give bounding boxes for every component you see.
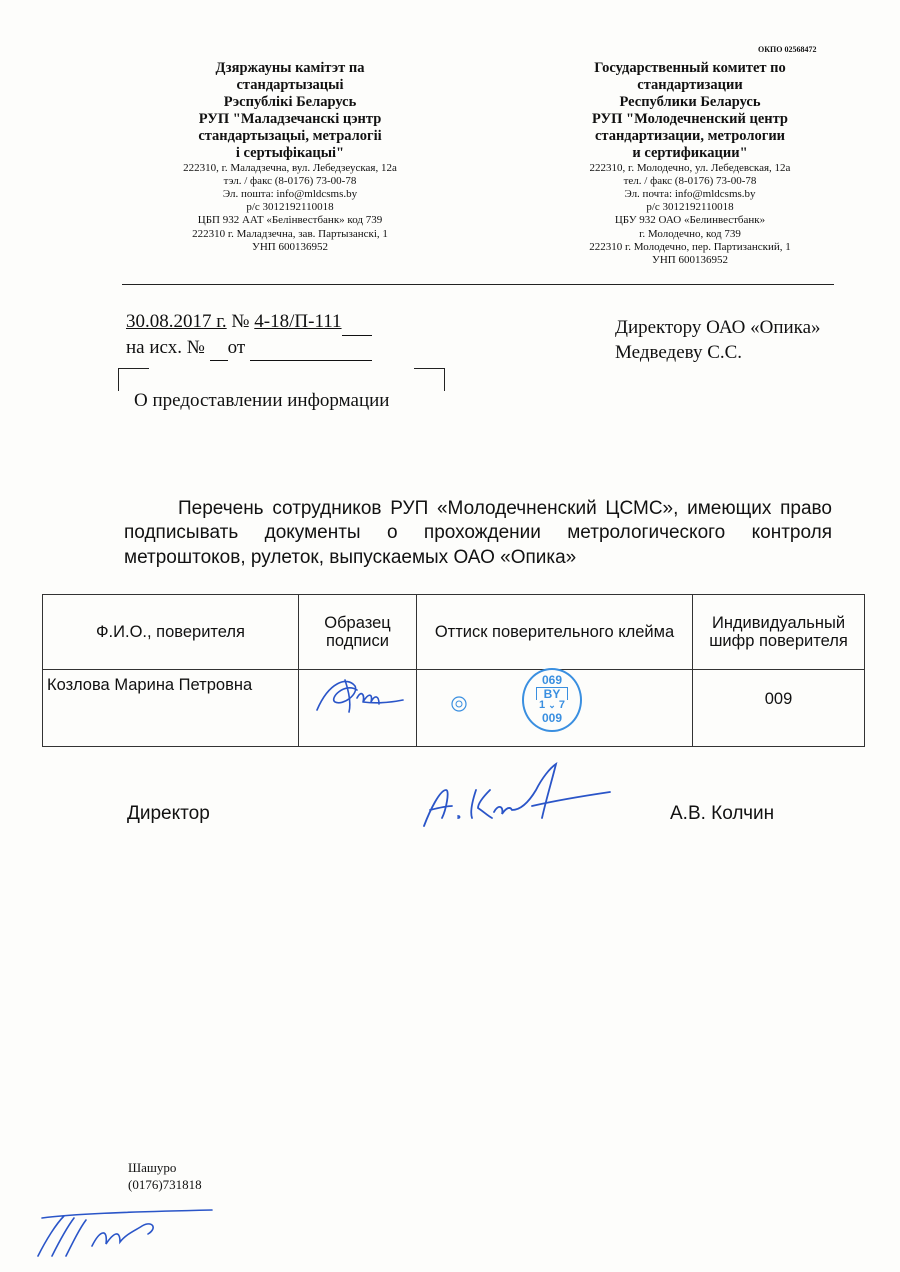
verifier-cipher: 009 xyxy=(693,670,865,747)
table-header: Индивидуальный шифр поверителя xyxy=(693,595,865,670)
staff-table xyxy=(42,594,865,747)
signatory-position: Директор xyxy=(127,803,210,824)
executor-block xyxy=(128,1160,202,1194)
small-seal-icon xyxy=(447,692,471,716)
subject-bracket-right xyxy=(414,368,445,391)
signatory-name: А.В. Колчин xyxy=(670,803,775,824)
letterhead-right-detail: р/с 3012192110018 xyxy=(646,201,734,214)
signature-sample-cell xyxy=(299,670,417,747)
table-header: Образец подписи xyxy=(299,595,417,670)
letter-date: 30.08.2017 г. xyxy=(126,311,227,332)
table-row xyxy=(43,670,865,747)
letterhead-left-line: Рэспублікі Беларусь xyxy=(223,93,357,110)
stamp-cell xyxy=(417,670,693,747)
letterhead-left-detail: 222310, г. Маладзечна, вул. Лебедзеуская, 12а xyxy=(183,161,397,174)
stamp-country: BY xyxy=(536,687,568,700)
letterhead-left-detail: УНП 600136952 xyxy=(252,240,328,253)
addressee-line: Медведеву С.С. xyxy=(615,341,743,363)
verifier-name: Козлова Марина Петровна xyxy=(43,670,299,747)
letterhead-left-line: Дзяржауны камітэт па xyxy=(215,60,365,76)
table-header-row xyxy=(43,595,865,670)
letterhead-left-line: РУП "Маладзечанскі цэнтр xyxy=(198,110,382,127)
letterhead-left-detail: р/с 3012192110018 xyxy=(246,201,334,214)
addressee-block xyxy=(615,316,821,365)
letterhead-right-line: стандартизации xyxy=(637,76,743,93)
stamp-digit-right: 7 xyxy=(558,699,565,711)
letterhead-right-detail: 222310 г. Молодечно, пер. Партизанский, 1 xyxy=(589,240,791,253)
letterhead-left-line: стандартызацыі, метралогіі xyxy=(198,127,382,144)
letterhead-right-detail: ЦБУ 932 ОАО «Белинвестбанк» xyxy=(614,214,766,227)
letter-number: 4-18/П-111 xyxy=(254,311,342,332)
letterhead-left-detail: 222310 г. Маладзечна, зав. Партызанскі, 1 xyxy=(192,227,388,240)
letterhead-left-detail: Эл. пошта: info@mldcsms.by xyxy=(222,188,358,201)
letterhead-left-detail: тэл. / факс (8-0176) 73-00-78 xyxy=(223,174,357,187)
letterhead-right-line: Государственный комитет по xyxy=(594,60,786,76)
letterhead-right-line: РУП "Молодечненский центр xyxy=(592,110,788,127)
letterhead-right-line: стандартизации, метрологии xyxy=(594,127,786,144)
stamp-top-number: 069 xyxy=(541,673,563,687)
reference-from-label: от xyxy=(227,336,246,358)
letterhead-right-line: Республики Беларусь xyxy=(619,93,761,110)
letter-number-label: № xyxy=(231,311,250,332)
letterhead-right-detail: тел. / факс (8-0176) 73-00-78 xyxy=(623,174,757,187)
executor-name: Шашуро xyxy=(128,1160,177,1175)
reference-label: на исх. № xyxy=(126,336,205,358)
table-header: Оттиск поверительного клейма xyxy=(417,595,693,670)
stamp-bottom-number: 009 xyxy=(541,711,563,725)
director-signature-icon xyxy=(418,760,618,830)
table-header: Ф.И.О., поверителя xyxy=(43,595,299,670)
letterhead-right xyxy=(545,60,835,267)
letterhead-right-detail: 222310, г. Молодечно, ул. Лебедевская, 12а xyxy=(589,161,791,174)
letter-subject: О предоставлении информации xyxy=(134,390,390,411)
letter-body: Перечень сотрудников РУП «Молодечненский ЦСМС», имеющих право подписывать документы о прохождении метрологического контроля метроштоков, рулеток, выпускаемых ОАО «Опика» xyxy=(124,498,832,568)
letterhead-left xyxy=(160,60,420,254)
letterhead-divider xyxy=(122,284,834,285)
letterhead-left-line: стандартызацыі xyxy=(236,76,344,93)
executor-phone: (0176)731818 xyxy=(128,1176,202,1192)
letterhead-right-detail: УНП 600136952 xyxy=(652,254,728,267)
letterhead-left-detail: ЦБП 932 ААТ «Белінвестбанк» код 739 xyxy=(197,214,383,227)
letterhead-left-line: і сертыфікацыі" xyxy=(235,144,345,161)
handwritten-initials-icon xyxy=(12,1200,222,1260)
verification-stamp-icon: 069 BY 1 ⌄ 7 009 xyxy=(522,668,582,732)
stamp-digit-left: 1 xyxy=(539,699,546,711)
letterhead-right-line: и сертификации" xyxy=(632,144,748,161)
letterhead-right-detail: Эл. почта: info@mldcsms.by xyxy=(624,188,756,201)
subject-bracket-left xyxy=(118,368,149,391)
okpo-code: ОКПО 02568472 xyxy=(758,45,817,54)
registration-block xyxy=(126,310,372,361)
signature-sample-icon xyxy=(299,672,414,722)
letterhead-right-detail: г. Молодечно, код 739 xyxy=(639,227,741,240)
addressee-line: Директору ОАО «Опика» xyxy=(615,317,821,338)
